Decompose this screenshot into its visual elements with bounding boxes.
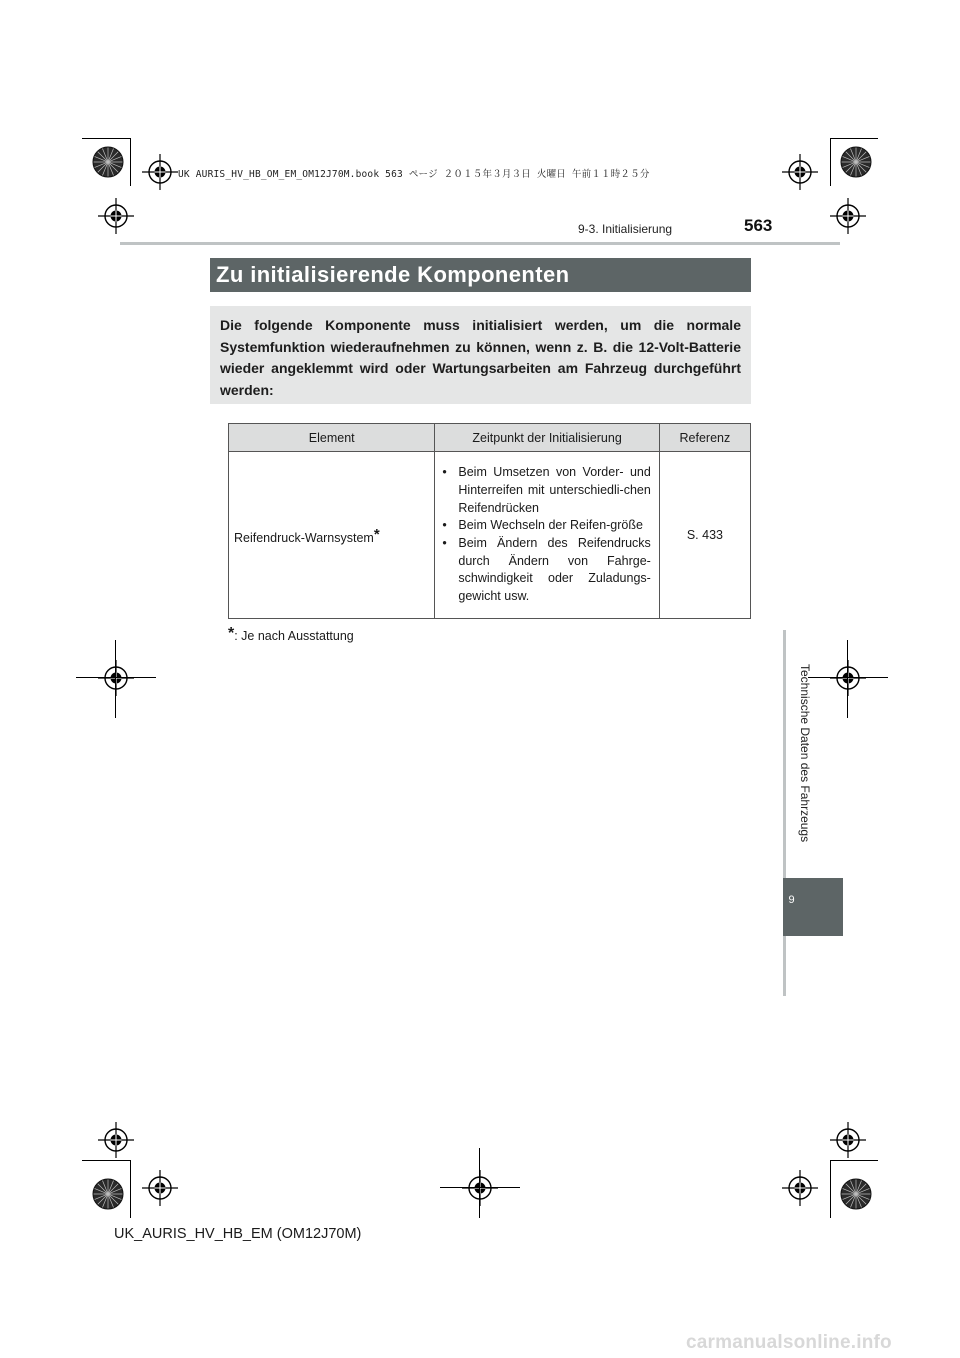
- initialization-table: [228, 423, 751, 619]
- page-title: Zu initialisierende Komponenten: [216, 262, 570, 287]
- registration-mark-icon: [98, 660, 134, 696]
- table-row: [229, 452, 751, 619]
- element-name: Reifendruck-Warnsystem: [234, 530, 374, 545]
- footer-document-code: UK_AURIS_HV_HB_EM (OM12J70M): [114, 1226, 362, 1242]
- intro-box: [210, 306, 751, 404]
- table-header-row: [229, 424, 751, 452]
- list-item: • Beim Ändern des Reifendrucks durch Ändern von Fahrge-schwindigkeit oder Zuladungs-gewicht usw.: [442, 536, 651, 604]
- crop-mark: [115, 640, 116, 718]
- crop-mark: [82, 1160, 130, 1161]
- crop-mark: [830, 1160, 878, 1161]
- registration-mark-icon: [782, 154, 818, 190]
- registration-mark-icon: [98, 198, 134, 234]
- color-bar-sunburst-icon: [92, 146, 124, 178]
- bullet-glyph: •: [442, 536, 447, 550]
- header-zeitpunkt: Zeitpunkt der Initialisierung: [435, 424, 659, 452]
- registration-mark-icon: [142, 154, 178, 190]
- section-title-bar: [210, 258, 751, 292]
- header-referenz: Referenz: [659, 424, 750, 452]
- footnote-marker: *: [373, 525, 380, 543]
- registration-mark-icon: [830, 660, 866, 696]
- color-bar-sunburst-icon: [840, 1178, 872, 1210]
- registration-mark-icon: [98, 1122, 134, 1158]
- footnote-marker: *: [228, 625, 235, 642]
- crop-mark: [830, 1160, 831, 1218]
- registration-mark-icon: [782, 1170, 818, 1206]
- crop-mark: [847, 640, 848, 718]
- crop-mark: [830, 138, 878, 139]
- registration-mark-icon: [142, 1170, 178, 1206]
- cell-referenz: S. 433: [659, 452, 750, 619]
- footnote-text: : Je nach Ausstattung: [234, 629, 354, 643]
- list-item: • Beim Wechseln der Reifen-größe: [442, 517, 650, 535]
- section-reference: 9-3. Initialisierung: [578, 222, 673, 236]
- header-element: Element: [229, 424, 435, 452]
- side-rule: [783, 936, 786, 996]
- crop-mark: [76, 677, 156, 678]
- crop-mark: [130, 1160, 131, 1218]
- page-number: 563: [744, 216, 773, 235]
- condition-list: [435, 460, 658, 610]
- chapter-number: 9: [788, 894, 795, 906]
- footnote: [228, 625, 354, 643]
- registration-mark-icon: [462, 1170, 498, 1206]
- header-rule: [120, 242, 840, 245]
- side-rule: [783, 630, 786, 878]
- bullet-glyph: •: [442, 518, 447, 533]
- registration-mark-icon: [830, 198, 866, 234]
- color-bar-sunburst-icon: [92, 1178, 124, 1210]
- list-item: • Beim Umsetzen von Vorder- und Hinterreifen mit unterschiedli-chen Reifendrücken: [442, 465, 651, 515]
- bullet-glyph: •: [442, 465, 447, 480]
- crop-mark: [440, 1187, 520, 1188]
- crop-mark: [82, 138, 130, 139]
- chapter-tab: [783, 878, 843, 936]
- color-bar-sunburst-icon: [840, 146, 872, 178]
- crop-mark: [830, 138, 831, 186]
- cell-zeitpunkt: [435, 452, 659, 619]
- cell-element: [229, 452, 435, 619]
- crop-mark: [479, 1148, 480, 1218]
- printer-slug: UK AURIS_HV_HB_OM_EM_OM12J70M.book 563 ページ ２０１５年３月３日 火曜日 午前１１時２５分: [178, 169, 650, 180]
- chapter-side-label: Technische Daten des Fahrzeugs: [798, 664, 812, 843]
- site-watermark: carmanualsonline.info: [686, 1332, 892, 1353]
- crop-mark: [808, 677, 888, 678]
- crop-mark: [130, 138, 131, 186]
- registration-mark-icon: [830, 1122, 866, 1158]
- intro-text: Die folgende Komponente muss initialisiert werden, um die normale Systemfunktion wiederaufnehmen zu können, wenn z. B. die 12-Volt-Batterie wieder angeklemmt wird oder Wartungsarbeiten am Fahrzeug durchgeführt werden:: [220, 317, 741, 398]
